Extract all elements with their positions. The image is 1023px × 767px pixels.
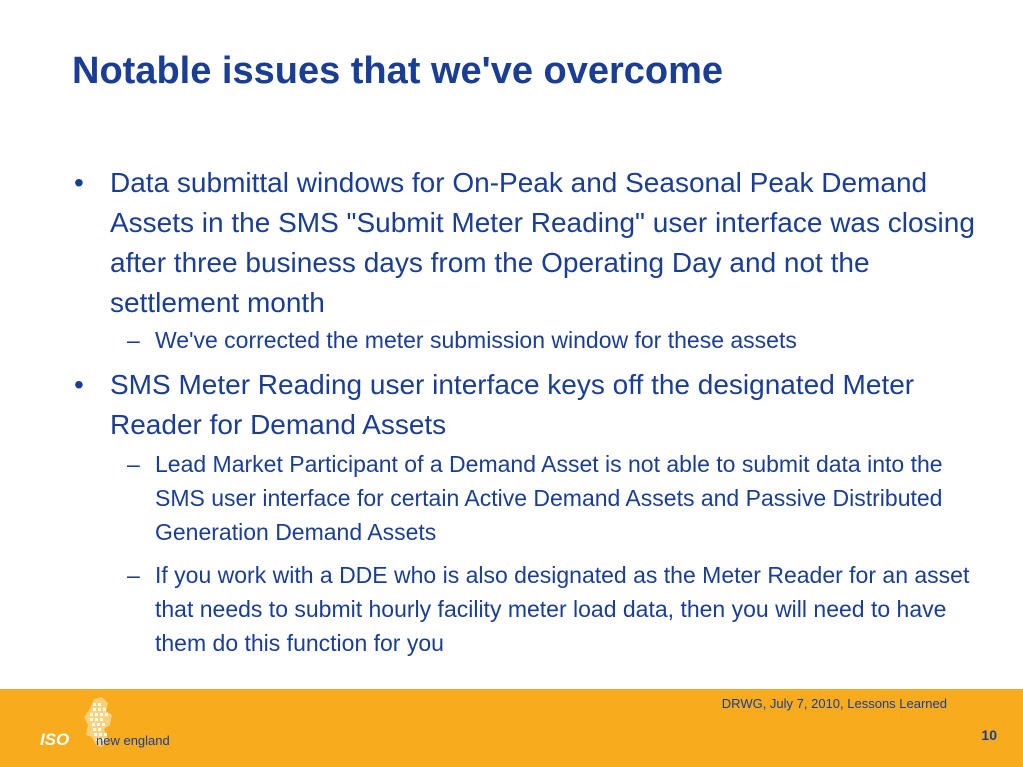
iso-new-england-logo: [38, 695, 198, 755]
slide-body: [74, 163, 994, 660]
bullet-marker: •: [74, 369, 84, 400]
footer-bar: [0, 689, 1023, 767]
sub-bullet-item: [74, 447, 994, 549]
slide-title: Notable issues that we've overcome: [72, 50, 724, 92]
sub-bullet-marker: –: [127, 451, 140, 477]
page-number: 10: [981, 727, 997, 743]
sub-bullet-text: We've corrected the meter submission window for these assets: [155, 327, 797, 353]
sub-bullet-item: [74, 323, 994, 357]
sub-bullet-text: If you work with a DDE who is also designated as the Meter Reader for an asset that needs to submit hourly facility meter load data, then you will need to have them do this function for you: [155, 562, 970, 656]
sub-bullet-marker: –: [127, 327, 140, 353]
logo-iso-text: ISO: [40, 730, 70, 749]
bullet-marker: •: [74, 167, 84, 198]
sub-bullet-text: Lead Market Participant of a Demand Asset is not able to submit data into the SMS user interface for certain Active Demand Assets and Passive Distributed Generation Demand Assets: [155, 451, 943, 545]
bullet-item: [74, 163, 994, 323]
bullet-text: SMS Meter Reading user interface keys off the designated Meter Reader for Demand Assets: [110, 369, 915, 440]
bullet-text: Data submittal windows for On-Peak and Seasonal Peak Demand Assets in the SMS "Submit Meter Reading" user interface was closing after three business days from the Operating Day and not the settlement month: [110, 167, 975, 318]
sub-bullet-marker: –: [127, 562, 140, 588]
bullet-item: [74, 365, 994, 445]
logo-new-england-text: new england: [96, 733, 170, 748]
sub-bullet-item: [74, 558, 994, 660]
footer-caption: DRWG, July 7, 2010, Lessons Learned: [721, 696, 947, 711]
